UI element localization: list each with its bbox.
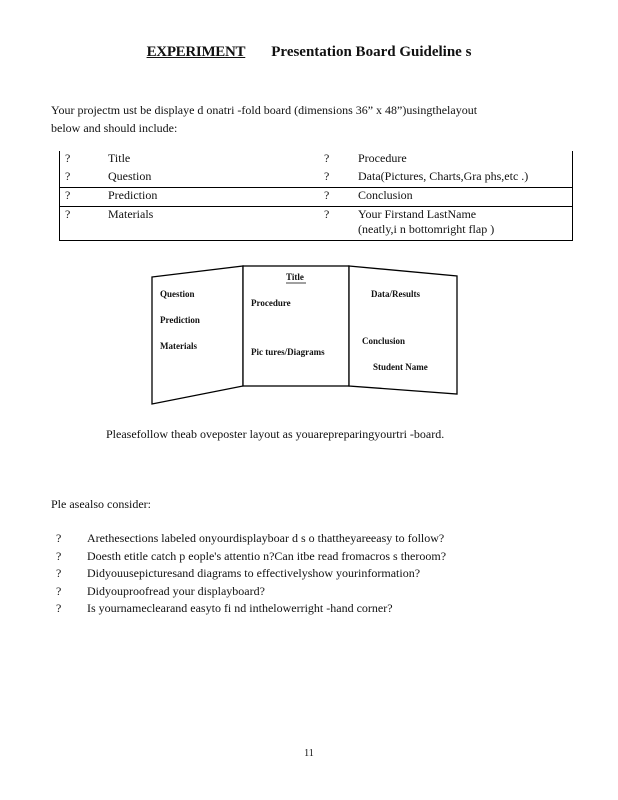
board-prediction-label: Prediction xyxy=(160,315,200,325)
question-mark-icon: ? xyxy=(56,548,62,563)
question-mark-icon: ? xyxy=(56,566,62,580)
item-label: Materials xyxy=(108,207,154,221)
list-item-text: Didyouusepicturesand diagrams to effectivelyshow yourinformation? xyxy=(87,566,421,580)
consider-heading: Ple asealso consider: xyxy=(51,497,151,511)
board-student-label: Student Name xyxy=(373,362,428,372)
intro-paragraph xyxy=(51,101,551,137)
item-label: Procedure xyxy=(358,151,407,165)
table-row xyxy=(59,188,572,207)
item-label-multiline xyxy=(358,207,572,238)
board-pictures-label: Pic tures/Diagrams xyxy=(251,347,325,357)
board-conclusion-label: Conclusion xyxy=(362,336,406,346)
page-number: 11 xyxy=(304,748,314,759)
board-data-label: Data/Results xyxy=(371,289,420,299)
title-experiment: EXPERIMENT xyxy=(146,44,246,60)
question-mark-icon: ? xyxy=(318,188,358,207)
question-mark-icon: ? xyxy=(65,151,71,165)
list-item-text: Didyouproofread your displayboard? xyxy=(87,583,265,598)
item-label: Conclusion xyxy=(358,188,572,207)
question-mark-icon: ? xyxy=(324,169,330,183)
table-row xyxy=(59,169,572,188)
list-item xyxy=(56,600,446,618)
question-mark-icon: ? xyxy=(56,531,62,545)
page-title xyxy=(0,44,618,61)
title-rest: Presentation Board Guideline s xyxy=(271,44,472,60)
item-label: Question xyxy=(108,169,152,183)
table-row xyxy=(59,207,572,238)
question-mark-icon: ? xyxy=(324,151,330,165)
question-mark-icon: ? xyxy=(56,583,62,598)
question-mark-icon: ? xyxy=(324,207,330,221)
list-item xyxy=(56,548,446,566)
item-label: Prediction xyxy=(108,188,318,207)
board-materials-label: Materials xyxy=(160,341,197,351)
intro-line-2: below and should include: xyxy=(51,121,178,135)
list-item-text: Doesth etitle catch p eople's attentio n?Can itbe read fromacros s theroom? xyxy=(87,548,447,563)
list-item-text: Is yournameclearand easyto fi nd inthelowerright -hand corner? xyxy=(87,601,393,615)
intro-line-1: Your projectm ust be displaye d onatri -fold board (dimensions 36” x 48”)usingthelayout xyxy=(51,103,478,117)
requirements-table xyxy=(59,151,572,237)
board-right-panel xyxy=(349,266,457,394)
board-center-panel xyxy=(243,266,349,386)
table-row xyxy=(59,151,572,169)
question-mark-icon: ? xyxy=(65,207,71,221)
list-item xyxy=(56,530,446,548)
board-title-label: Title xyxy=(286,272,304,282)
board-procedure-label: Procedure xyxy=(251,298,291,308)
item-label-continued: (neatly,i n bottomright flap ) xyxy=(358,222,495,236)
list-item xyxy=(56,565,446,583)
item-label: Title xyxy=(108,151,131,165)
consider-list xyxy=(56,530,446,618)
question-mark-icon: ? xyxy=(59,188,108,207)
layout-note: Pleasefollow theab oveposter layout as youarepreparingyourtri -board. xyxy=(106,427,445,441)
trifold-board-diagram xyxy=(150,264,462,408)
list-item-text: Arethesections labeled onyourdisplayboar d s o thattheyareeasy to follow? xyxy=(87,531,445,545)
item-label: Data(Pictures, Charts,Gra phs,etc .) xyxy=(358,169,529,183)
question-mark-icon: ? xyxy=(56,601,62,615)
board-left-panel xyxy=(152,266,243,404)
question-mark-icon: ? xyxy=(65,169,71,183)
item-label: Your Firstand LastName xyxy=(358,207,477,221)
board-question-label: Question xyxy=(160,289,195,299)
list-item xyxy=(56,583,446,601)
